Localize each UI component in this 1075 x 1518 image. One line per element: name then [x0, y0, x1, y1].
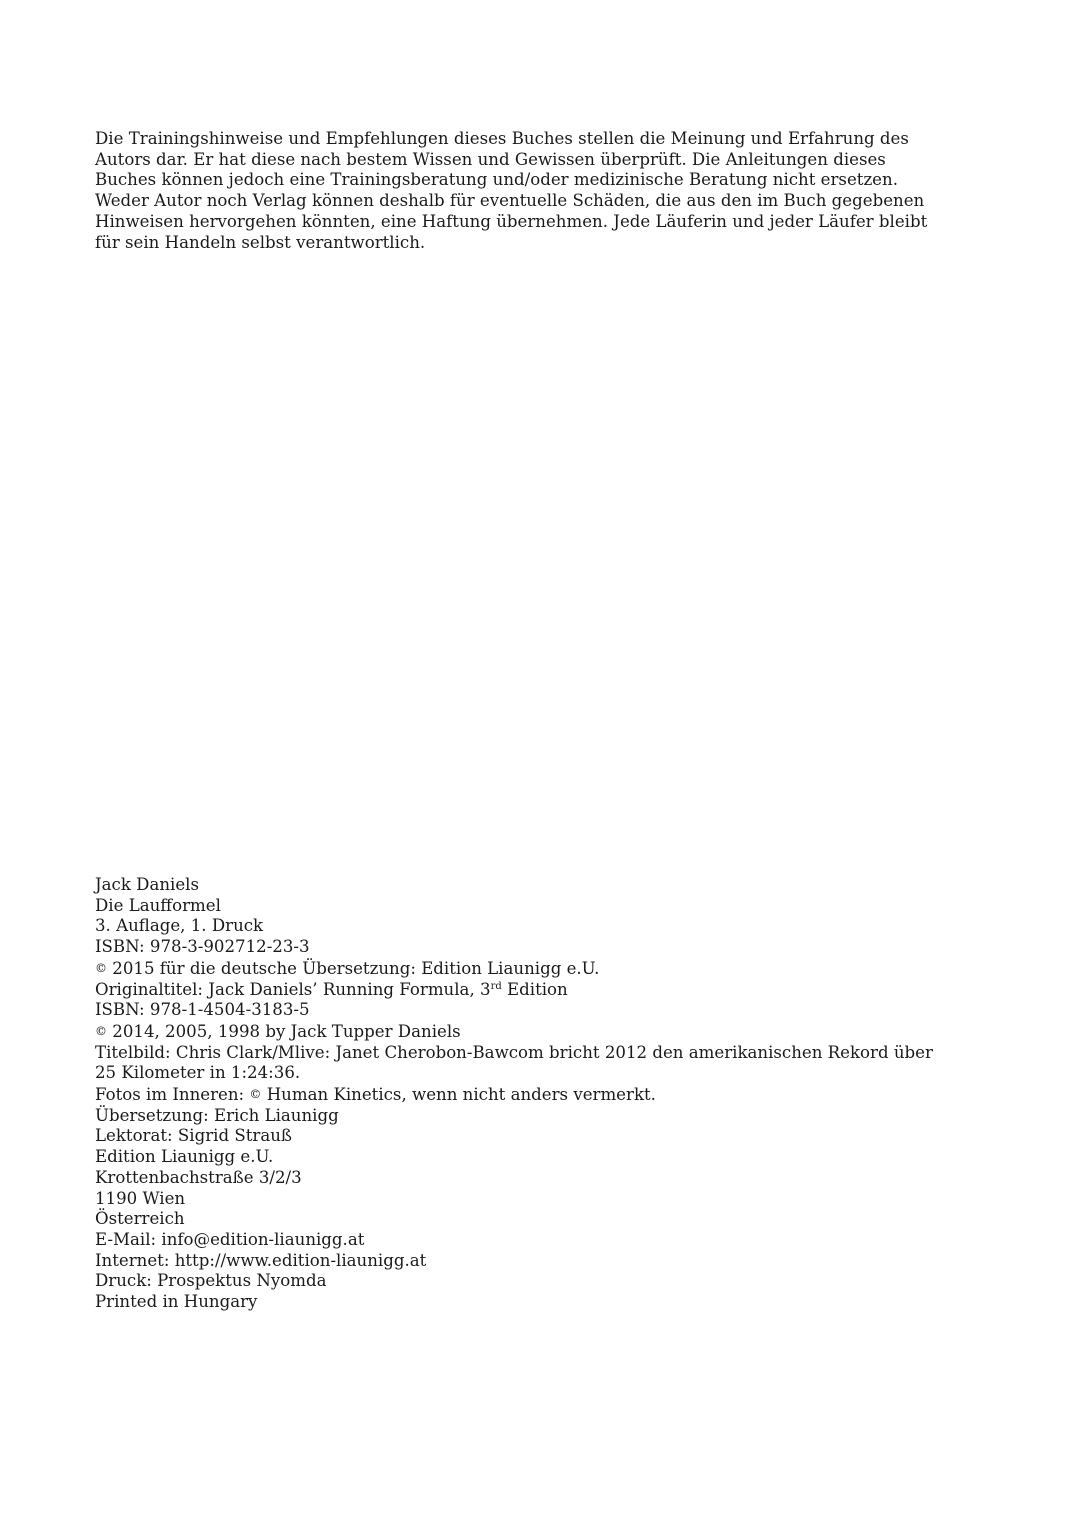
disclaimer-line: Hinweisen hervorgehen könnten, eine Haftung übernehmen. Jede Läuferin und jeder Läufer bleibt	[95, 211, 928, 231]
disclaimer-paragraph	[95, 129, 928, 253]
copyright-symbol: ©	[249, 1087, 262, 1102]
imprint-isbn-german: ISBN: 978-3-902712-23-3	[95, 937, 310, 957]
imprint-cover-credit-continued: 25 Kilometer in 1:24:36.	[95, 1063, 301, 1083]
imprint-city: 1190 Wien	[95, 1188, 186, 1208]
original-title-suffix: Edition	[501, 979, 568, 999]
imprint-email: E-Mail: info@edition-liaunigg.at	[95, 1229, 365, 1249]
photo-credit-prefix: Fotos im Inneren:	[95, 1085, 250, 1105]
copyright-symbol: ©	[95, 960, 107, 975]
disclaimer-line: Autors dar. Er hat diese nach bestem Wissen und Gewissen überprüft. Die Anleitungen dieses	[95, 149, 886, 169]
imprint-street: Krottenbachstraße 3/2/3	[95, 1167, 302, 1187]
original-title-superscript: rd	[490, 980, 502, 992]
imprint-author: Jack Daniels	[95, 875, 200, 894]
imprint-publisher: Edition Liaunigg e.U.	[95, 1147, 274, 1167]
imprint-printer: Druck: Prospektus Nyomda	[95, 1271, 327, 1291]
copyright-german-text: 2015 für die deutsche Übersetzung: Edition Liaunigg e.U.	[107, 958, 600, 978]
imprint-editing: Lektorat: Sigrid Strauß	[95, 1126, 292, 1146]
imprint-isbn-original: ISBN: 978-1-4504-3183-5	[95, 1000, 310, 1020]
imprint-printed-in: Printed in Hungary	[95, 1292, 258, 1312]
imprint-block	[95, 875, 933, 1313]
imprint-country: Österreich	[95, 1209, 185, 1229]
disclaimer-line: für sein Handeln selbst verantwortlich.	[95, 232, 426, 252]
disclaimer-line: Buches können jedoch eine Trainingsberatung und/oder medizinische Beratung nicht ersetzen.	[95, 170, 898, 190]
imprint-title: Die Laufformel	[95, 895, 221, 915]
disclaimer-line: Die Trainingshinweise und Empfehlungen dieses Buches stellen die Meinung und Erfahrung des	[95, 129, 909, 148]
copyright-symbol: ©	[95, 1023, 107, 1038]
imprint-copyright-german	[95, 958, 925, 980]
imprint-edition: 3. Auflage, 1. Druck	[95, 916, 264, 936]
imprint-internet: Internet: http://www.edition-liaunigg.at	[95, 1250, 427, 1270]
original-title-prefix: Originaltitel: Jack Daniels’ Running Formula, 3	[95, 979, 491, 999]
disclaimer-line: Weder Autor noch Verlag können deshalb für eventuelle Schäden, die aus den im Buch gegebenen	[95, 191, 925, 211]
imprint-translation: Übersetzung: Erich Liaunigg	[95, 1105, 339, 1125]
imprint-copyright-original	[95, 1021, 925, 1043]
imprint-original-title	[95, 980, 925, 1001]
imprint-cover-credit: Titelbild: Chris Clark/Mlive: Janet Cherobon-Bawcom bricht 2012 den amerikanischen Rekord über	[95, 1042, 933, 1062]
copyright-original-text: 2014, 2005, 1998 by Jack Tupper Daniels	[107, 1021, 461, 1041]
photo-credit-suffix: Human Kinetics, wenn nicht anders vermerkt.	[261, 1085, 656, 1105]
imprint-photo-credit	[95, 1084, 925, 1106]
